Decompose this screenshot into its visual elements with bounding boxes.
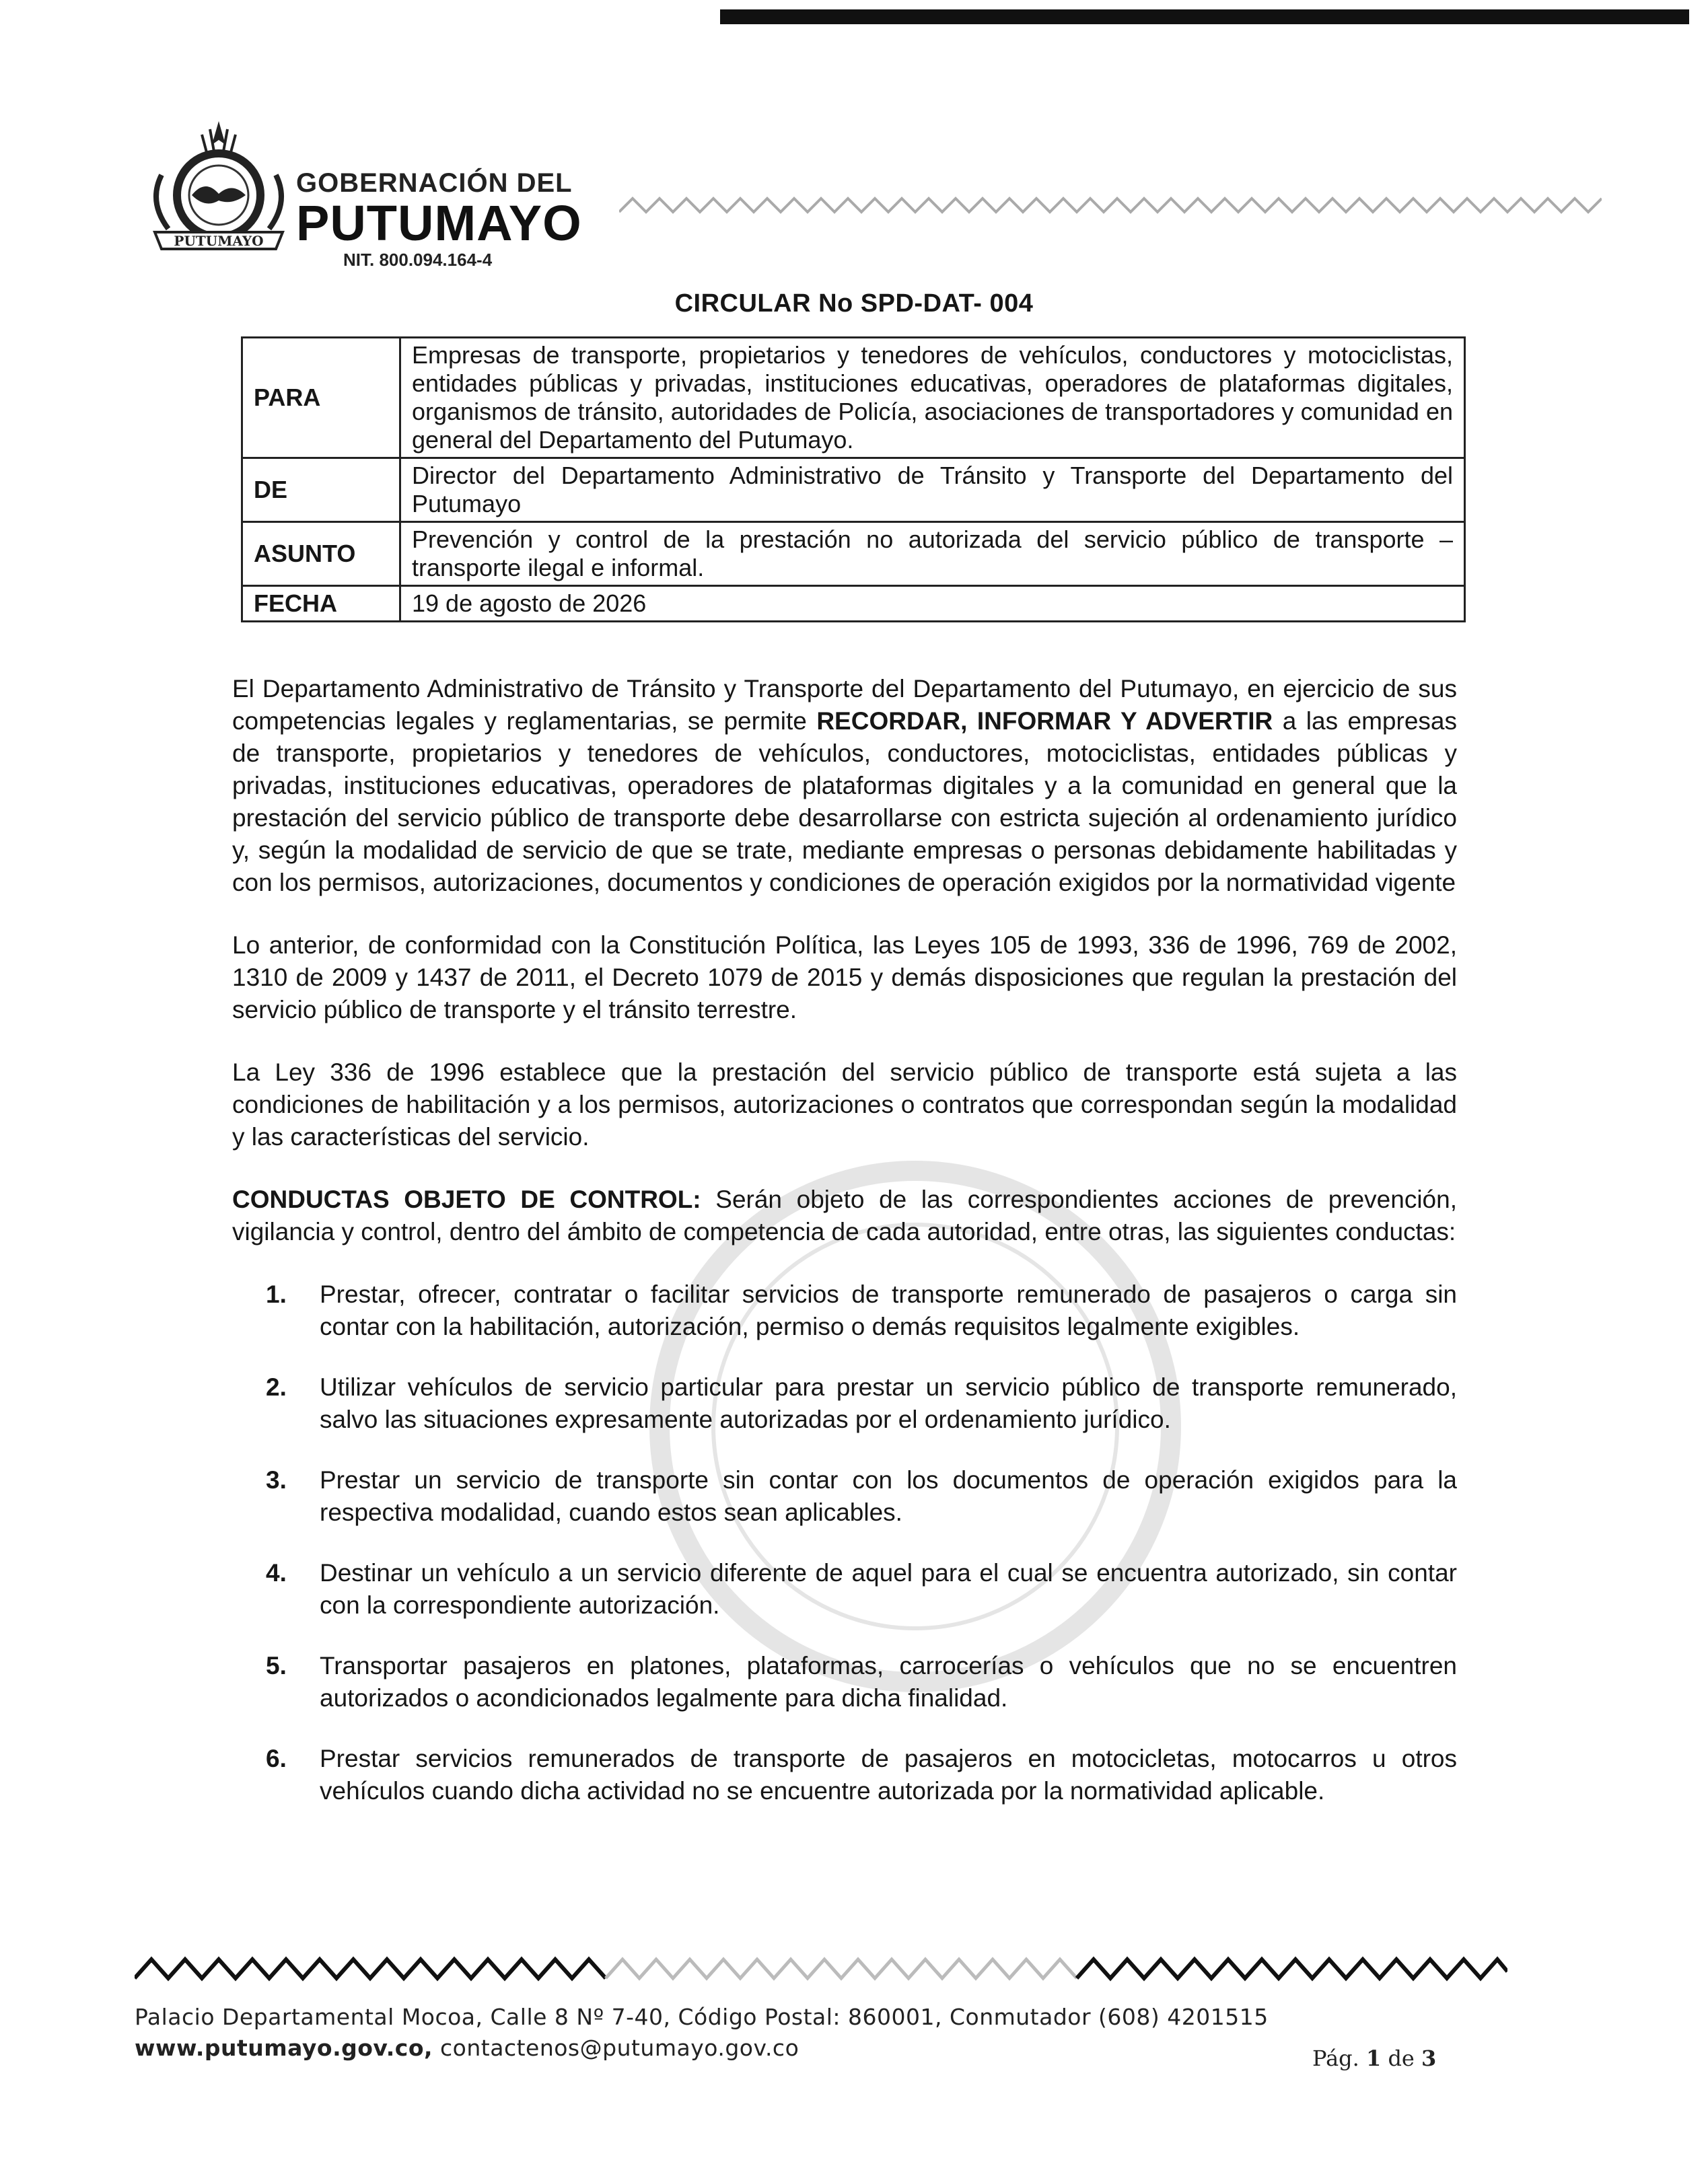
decorative-zigzag-top xyxy=(619,192,1602,219)
table-row xyxy=(242,338,1465,458)
info-value: 19 de agosto de 2026 xyxy=(400,586,1465,622)
circular-info-table xyxy=(241,336,1466,622)
svg-text:PUTUMAYO: PUTUMAYO xyxy=(174,233,264,249)
footer-address: Palacio Departamental Mocoa, Calle 8 Nº 7-40, Código Postal: 860001, Conmutador (608) 4201515 xyxy=(135,2004,1269,2030)
list-item: 6. Prestar servicios remunerados de transporte de pasajeros en motocicletas, motocarros u otros vehículos cuando dicha actividad no se encuentre autorizada por la normatividad aplicable. xyxy=(266,1745,1457,1805)
decorative-zigzag-bottom xyxy=(135,1951,1507,1985)
paragraph-legal-basis: Lo anterior, de conformidad con la Constitución Política, las Leyes 105 de 1993, 336 de 1996, 769 de 2002, 1310 de 2009 y 1437 de 2011, el Decreto 1079 de 2015 y demás disposiciones que regulan la prestación del servicio público de transporte y el tránsito terrestre. xyxy=(232,931,1457,1023)
list-item: 4. Destinar un vehículo a un servicio diferente de aquel para el cual se encuentra autorizado, sin contar con la correspondiente autorización. xyxy=(266,1559,1457,1619)
paragraph-intro: El Departamento Administrativo de Tránsito y Transporte del Departamento del Putumayo, en ejercicio de sus competencias legales y reglamentarias, se permite RECORDAR, INFORMAR Y ADVERTIR a las empresas de transporte, propietarios y tenedores de vehículos, conductores, motociclistas, entidades públicas y privadas, instituciones educativas, operadores de plataformas digitales y a la comunidad en general que la prestación del servicio público de transporte debe desarrollarse con estricta sujeción al ordenamiento jurídico y, según la modalidad de servicio de que se trate, mediante empresas o personas debidamente habilitadas y con los permisos, autorizaciones, documentos y condiciones de operación exigidos por la normatividad vigente xyxy=(232,675,1457,896)
conducts-list xyxy=(232,1278,1457,1807)
info-value: Empresas de transporte, propietarios y tenedores de vehículos, conductores y motociclistas, entidades públicas y privadas, instituciones educativas, operadores de plataformas digitales, organismos de tránsito, autoridades de Policía, asociaciones de transportadores y comunidad en general del Departamento del Putumayo. xyxy=(400,338,1465,458)
table-row xyxy=(242,586,1465,622)
info-key: PARA xyxy=(242,338,400,458)
info-key: FECHA xyxy=(242,586,400,622)
list-item: 1. Prestar, ofrecer, contratar o facilitar servicios de transporte remunerado de pasajeros o carga sin contar con la habilitación, autorización, permiso o demás requisitos legalmente exigibles. xyxy=(266,1280,1457,1340)
footer-email-link[interactable]: contactenos@putumayo.gov.co xyxy=(433,2035,799,2061)
paragraph-conducts-heading: CONDUCTAS OBJETO DE CONTROL: Serán objeto de las correspondientes acciones de prevención, vigilancia y control, dentro del ámbito de competencia de cada autoridad, entre otras, las siguientes conductas: xyxy=(232,1186,1457,1245)
org-name-line2: PUTUMAYO xyxy=(296,195,582,251)
org-name-line1: GOBERNACIÓN DEL xyxy=(296,168,573,198)
footer-contact xyxy=(135,2033,1269,2064)
circular-title: CIRCULAR No SPD-DAT- 004 xyxy=(674,289,1034,318)
page-number: Pág. 1 de 3 xyxy=(1312,2046,1437,2071)
footer xyxy=(135,2002,1269,2064)
scan-edge-bar xyxy=(720,9,1689,24)
list-item: 5. Transportar pasajeros en platones, plataformas, carrocerías o vehículos que no se encuentren autorizados o acondicionados legalmente para dicha finalidad. xyxy=(266,1652,1457,1712)
table-row xyxy=(242,522,1465,586)
list-item: 3. Prestar un servicio de transporte sin contar con los documentos de operación exigidos para la respectiva modalidad, cuando estos sean aplicables. xyxy=(266,1466,1457,1526)
footer-website-link[interactable]: www.putumayo.gov.co, xyxy=(135,2035,433,2061)
putumayo-coat-of-arms-icon xyxy=(135,114,303,269)
circular-body xyxy=(232,673,1457,1836)
info-value: Director del Departamento Administrativo de Tránsito y Transporte del Departamento del Putumayo xyxy=(400,458,1465,522)
info-value: Prevención y control de la prestación no autorizada del servicio público de transporte – transporte ilegal e informal. xyxy=(400,522,1465,586)
info-key: DE xyxy=(242,458,400,522)
list-item: 2. Utilizar vehículos de servicio particular para prestar un servicio público de transporte remunerado, salvo las situaciones expresamente autorizadas por el ordenamiento jurídico. xyxy=(266,1373,1457,1433)
info-key: ASUNTO xyxy=(242,522,400,586)
paragraph-law-336: La Ley 336 de 1996 establece que la prestación del servicio público de transporte está sujeta a las condiciones de habilitación y a los permisos, autorizaciones o contratos que correspondan según la modalidad y las características del servicio. xyxy=(232,1058,1457,1151)
org-nit: NIT. 800.094.164-4 xyxy=(343,250,493,270)
table-row xyxy=(242,458,1465,522)
